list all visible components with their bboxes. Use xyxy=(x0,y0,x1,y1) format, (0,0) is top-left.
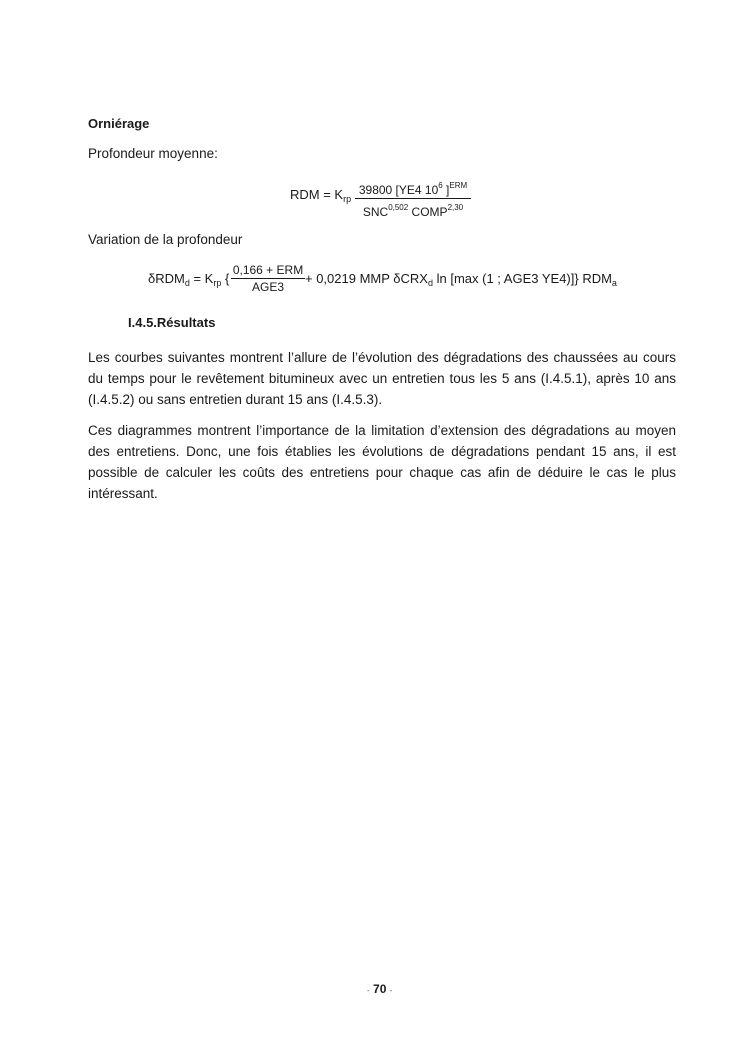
formula2-rest xyxy=(305,271,617,288)
formula1-den-sup-b: 2,30 xyxy=(447,203,464,212)
footer-dot-right: - xyxy=(389,986,393,995)
formula2-fraction xyxy=(231,263,305,295)
subsection-title: I.4.5.Résultats xyxy=(128,315,216,330)
page-number: 70 xyxy=(373,982,387,996)
formula1-den-a: SNC xyxy=(362,205,389,219)
formula1-lhs-text: RDM = K xyxy=(290,187,344,202)
formula1-den-b: COMP xyxy=(408,205,448,219)
formula2-denominator: AGE3 xyxy=(251,280,284,294)
paragraph-results-conclusion: Ces diagrammes montrent l’importance de la limitation d’extension des dégradations au moyen des entretiens. Donc, une fois établies les évolutions de dégradations pendant 15 ans, il est possible de calculer les coûts des entretiens pour chaque cas afin de déduire le cas le plus intéressant. xyxy=(88,423,676,501)
formula1-fraction xyxy=(355,178,471,221)
formula2-rest-sub: d xyxy=(427,278,433,288)
formula1-num-close: ] xyxy=(442,183,450,197)
formula1-lhs-sub: rp xyxy=(343,194,352,204)
formula2-lhs-sub: d xyxy=(184,278,190,288)
formula1-numerator xyxy=(355,178,471,198)
formula1-den-sup-a: 0,502 xyxy=(388,203,409,212)
formula2-brace: { xyxy=(221,271,230,286)
formula1-lhs xyxy=(290,187,351,204)
formula2-eq: = K xyxy=(189,271,214,286)
formula2-rest-sub2: a xyxy=(611,278,617,288)
formula1-num-main: 39800 [YE4 10 xyxy=(358,183,439,197)
depth-mean-label: Profondeur moyenne: xyxy=(88,146,218,161)
formula2-numerator: 0,166 + ERM xyxy=(232,263,304,277)
formula2-rest-a: + 0,0219 MMP δCRX xyxy=(305,271,428,286)
formula2-lhs-text: δRDM xyxy=(148,271,185,286)
page-footer xyxy=(367,982,392,996)
formula2-lhs xyxy=(148,271,229,288)
paragraph-results-intro: Les courbes suivantes montrent l’allure de l’évolution des dégradations des chaussées au cours du temps pour le revêtement bitumineux avec un entretien tous les 5 ans (I.4.5.1), après 10 ans (I.4.5.2) ou sans entretien durant 15 ans (I.4.5.3). xyxy=(88,350,676,407)
formula1-denominator xyxy=(355,199,471,221)
formula1-num-sup1: 6 xyxy=(438,181,443,190)
depth-variation-label: Variation de la profondeur xyxy=(88,232,243,247)
formula2-eq-sub: rp xyxy=(213,278,222,288)
formula1-num-sup2: ERM xyxy=(449,181,468,190)
formula2-rest-b: ln [max (1 ; AGE3 YE4)]} RDM xyxy=(432,271,612,286)
footer-dot-left: - xyxy=(367,986,370,995)
section-title: Orniérage xyxy=(88,116,150,131)
